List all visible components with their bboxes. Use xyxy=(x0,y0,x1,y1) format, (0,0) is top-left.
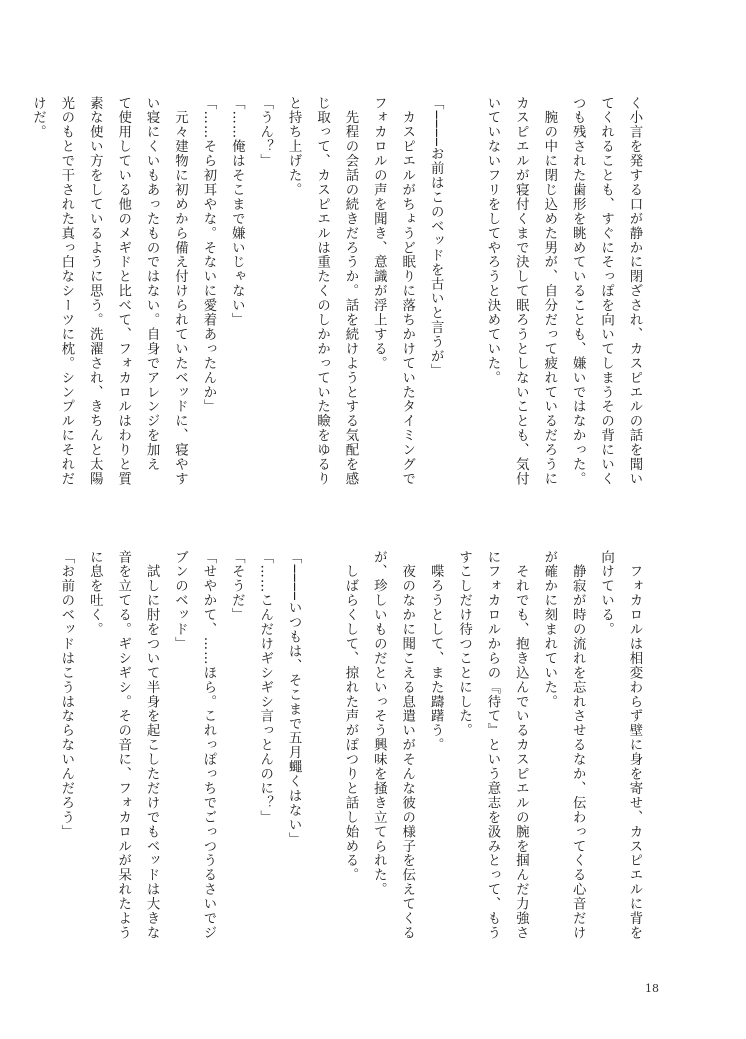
text-line: 喋ろうとして、また躊躇う。 xyxy=(428,550,444,753)
text-line: けだ。 xyxy=(30,96,46,140)
text-line: 試しに肘をついて半身を起こしただけでもベッドは大きな xyxy=(144,550,160,941)
text-line: フォカロルの声を聞き、意識が浮上する。 xyxy=(371,96,387,371)
text-line: カスピエルがちょうど眠りに落ちかけていたタイミングで xyxy=(399,96,415,487)
text-line xyxy=(307,550,335,970)
text-line: 「……こんだけギシギシ言っとんのに？」 xyxy=(257,550,273,825)
text-line: 「せやかて、……ほら。これっぽっちでごっつうるさいでジ xyxy=(200,550,216,941)
text-line: 素な使い方をしているように思う。洗濯され、きちんと太陽 xyxy=(87,96,103,487)
text-line: フォカロルは相変わらず壁に身を寄せ、カスピエルに背を xyxy=(627,550,642,941)
text-line: カスピエルが寝付くまで決して眠ろうとしないことも、気付 xyxy=(513,96,529,487)
text-line: 「そうだ」 xyxy=(229,550,245,623)
text-line: すこしだけ待つことにした。 xyxy=(456,550,472,738)
text-line: に息を吐く。 xyxy=(87,550,103,637)
text-line: 音を立てる。ギシギシ。その音に、フォカロルが呆れたよう xyxy=(115,550,131,941)
text-line: ブンのベッド」 xyxy=(172,550,188,652)
text-line: じ取って、カスピエルは重たくのしかかっていた瞼をゆるり xyxy=(314,96,330,487)
text-line: それでも、抱き込んでいるカスピエルの腕を掴んだ力強さ xyxy=(513,550,529,941)
text-line: 元々建物に初めから備え付けられていたベッドに、寝やす xyxy=(172,96,188,487)
text-line: にフォカロルからの『待て』という意志を汲みとって、もう xyxy=(484,550,500,941)
text-line: が確かに刻まれていた。 xyxy=(541,550,557,709)
lower-text-block xyxy=(58,550,648,970)
text-line: い寝にくいもあったものではない。自身でアレンジを加え xyxy=(144,96,160,472)
text-line: 「お前のベッドはこうはならないんだろう」 xyxy=(58,550,74,839)
text-line: しばらくして、掠れた声がぽつりと話し始める。 xyxy=(342,550,358,883)
text-line: 「……そら初耳やな。そないに愛着あったんか」 xyxy=(200,96,216,414)
text-line: 腕の中に閉じ込めた男が、自分だって疲れているだろうに xyxy=(541,96,557,487)
text-line: 「うん？」 xyxy=(257,96,273,169)
text-line: つも残された歯形を眺めていることも、嫌いではなかった。 xyxy=(570,96,586,487)
text-line: 「……俺はそこまで嫌いじゃない」 xyxy=(229,96,245,328)
text-line: 静寂が時の流れを忘れさせるなか、伝わってくる心音だけ xyxy=(570,550,586,941)
text-line: 「────お前はこのベッドを古いと言うが」 xyxy=(428,96,444,379)
text-line: いていないフリをしてやろうと決めていた。 xyxy=(484,96,500,385)
text-line: て使用している他のメギドと比べて、フォカロルはわりと質 xyxy=(115,96,131,487)
text-line: く小言を発する口が静かに閉ざされ、カスピエルの話を聞い xyxy=(627,96,642,487)
text-line: てくれることも、すぐにそっぽを向いてしまうその背にいく xyxy=(598,96,614,487)
text-line: 「────いつもは、そこまで五月蠅くはない」 xyxy=(286,550,302,847)
text-line: と持ち上げた。 xyxy=(286,96,302,198)
text-line: が、珍しいものだといっそう興味を掻き立てられた。 xyxy=(371,550,387,897)
upper-text-block xyxy=(30,96,648,526)
text-line: 夜のなかに聞こえる息遣いがそんな彼の様子を伝えてくる xyxy=(399,550,415,941)
text-line: 向けている。 xyxy=(598,550,614,637)
text-line: 光のもとで干された真っ白なシーツに枕。シンプルにそれだ xyxy=(58,96,74,487)
text-line xyxy=(449,96,477,526)
page-number: 18 xyxy=(645,982,659,995)
text-line: 先程の会話の続きだろうか。話を続けようとする気配を感 xyxy=(342,96,358,487)
